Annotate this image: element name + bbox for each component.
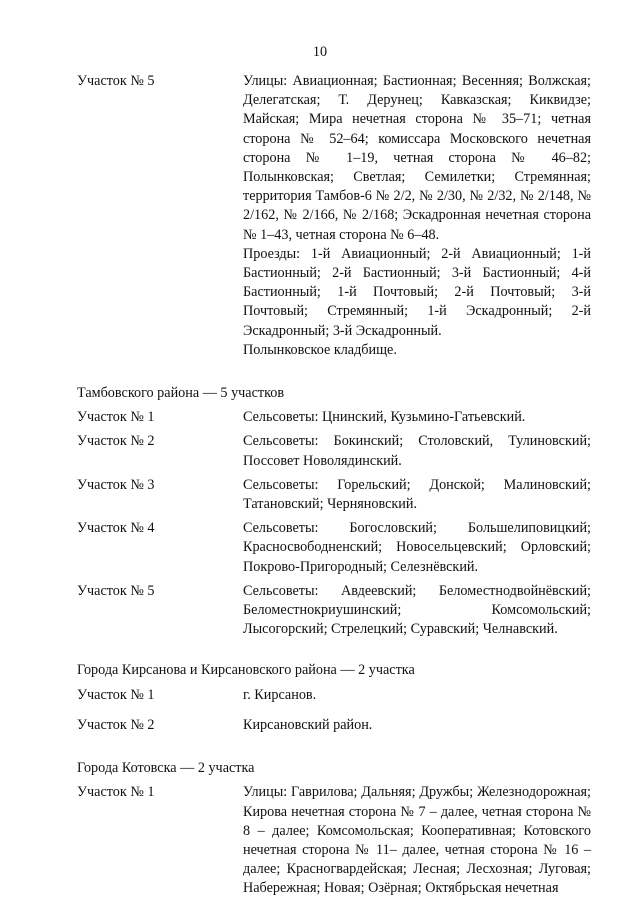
section-label: Участок № 4 [77, 520, 155, 537]
section-row [77, 519, 591, 577]
section-body: Улицы: Гаврилова; Дальняя; Дружбы; Железнодорожная; Кирова нечетная сторона № 7 – далее, четная сторона № 8 – далее; Комсомольская; Кооперативная; Котовского нечетная сторона № 11– далее, четная сторона № 16 – далее; Красногвардейская; Лесная; Лесхозная; Луговая; Набережная; Новая; Озёрная; Октябрьская нечетная [243, 784, 591, 897]
district-heading-tambov: Тамбовского района — 5 участков [77, 385, 285, 402]
section-row [77, 686, 591, 705]
passages-paragraph: Проезды: 1-й Авиационный; 2-й Авиационный; 1-й Бастионный; 2-й Бастионный; 3-й Бастионный; 4-й Бастионный; 1-й Почтовый; 2-й Почтовый; 3-й Почтовый; Стремянный; 1-й Эскадронный; 2-й Эскадронный; 3-й Эскадронный. [243, 245, 591, 339]
section-body: Кирсановский район. [243, 716, 373, 733]
section-row [77, 783, 591, 898]
section-row [77, 432, 591, 470]
section-row [77, 582, 591, 640]
streets-paragraph: Улицы: Авиационная; Бастионная; Весенняя; Волжская; Делегатская; Т. Дерунец; Кавказская; Киквидзе; Майская; Мира нечетная сторона № 35–71; четная сторона № 52–64; комиссара Московского нечетная сторона № 1–19, четная сторона № 46–82; Полынковская; Светлая; Семилетки; Стремянная; территория Тамбов-6 № 2/2, № 2/30, № 2/32, № 2/148, № 2/162, № 2/166, № 2/168; Эскадронная нечетная сторона № 1–43, четная сторона № 6–48. [243, 73, 591, 243]
section-row [77, 72, 591, 360]
section-row [77, 476, 591, 514]
section-label: Участок № 2 [77, 716, 155, 733]
section-body: Сельсоветы: Богословский; Большелиповицкий; Красносвободненский; Новосельцевский; Орловский; Покрово-Пригородный; Селезнёвский. [243, 520, 591, 575]
document-content [77, 72, 591, 899]
section-label: Участок № 5 [77, 73, 155, 89]
section-label: Участок № 3 [77, 476, 155, 493]
section-body: Сельсоветы: Бокинский; Столовский, Тулиновский; Поссовет Новолядинский. [243, 433, 591, 469]
section-body [243, 72, 591, 360]
section-label: Участок № 2 [77, 433, 155, 450]
section-body: Сельсоветы: Горельский; Донской; Малиновский; Татановский; Черняновский. [243, 476, 591, 513]
cemetery-paragraph: Полынковское кладбище. [243, 341, 397, 358]
section-label: Участок № 1 [77, 784, 155, 801]
section-label: Участок № 1 [77, 686, 155, 703]
page-number: 10 [312, 44, 328, 60]
section-label: Участок № 1 [77, 409, 155, 426]
district-heading-kirsanov: Города Кирсанова и Кирсановского района — 2 участка [77, 662, 415, 679]
section-row [77, 716, 591, 735]
section-body: г. Кирсанов. [243, 686, 317, 703]
section-body: Сельсоветы: Авдеевский; Беломестнодвойнёвский; Беломестнокриушинский; Комсомольский; Лысогорский; Стрелецкий; Суравский; Челнавский. [243, 582, 591, 638]
district-heading-kotovsk: Города Котовска — 2 участка [77, 760, 255, 777]
section-body: Сельсоветы: Цнинский, Кузьмино-Гатьевский. [243, 409, 526, 426]
section-label: Участок № 5 [77, 582, 155, 599]
section-row [77, 408, 591, 427]
